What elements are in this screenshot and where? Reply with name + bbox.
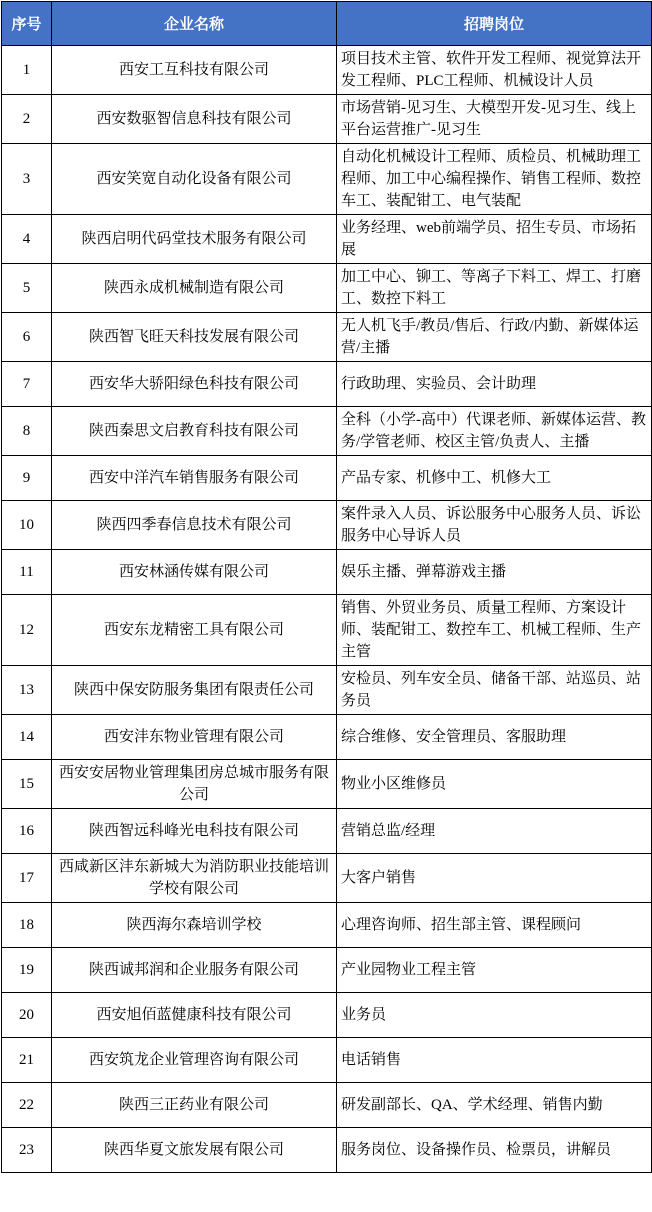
positions-cell: 加工中心、铆工、等离子下料工、焊工、打磨工、数控下料工 (337, 264, 652, 313)
company-cell: 陕西永成机械制造有限公司 (52, 264, 337, 313)
row-number-cell: 23 (2, 1128, 52, 1173)
table-row (2, 1083, 652, 1128)
row-number-cell: 19 (2, 948, 52, 993)
row-number-cell: 15 (2, 760, 52, 809)
table-row (2, 595, 652, 666)
positions-cell: 服务岗位、设备操作员、检票员，讲解员 (337, 1128, 652, 1173)
positions-cell: 销售、外贸业务员、质量工程师、方案设计师、装配钳工、数控车工、机械工程师、生产主管 (337, 595, 652, 666)
positions-cell: 大客户销售 (337, 854, 652, 903)
positions-cell: 自动化机械设计工程师、质检员、机械助理工程师、加工中心编程操作、销售工程师、数控车工、装配钳工、电气装配 (337, 144, 652, 215)
table-row (2, 948, 652, 993)
row-number-cell: 9 (2, 456, 52, 501)
table-header (2, 2, 652, 46)
positions-cell: 案件录入人员、诉讼服务中心服务人员、诉讼服务中心导诉人员 (337, 501, 652, 550)
company-cell: 西咸新区沣东新城大为消防职业技能培训学校有限公司 (52, 854, 337, 903)
company-cell: 陕西秦思文启教育科技有限公司 (52, 407, 337, 456)
row-number-cell: 5 (2, 264, 52, 313)
row-number-cell: 17 (2, 854, 52, 903)
company-cell: 陕西四季春信息技术有限公司 (52, 501, 337, 550)
row-number-cell: 7 (2, 362, 52, 407)
table-row (2, 715, 652, 760)
table-row (2, 264, 652, 313)
table-row (2, 903, 652, 948)
table-row (2, 501, 652, 550)
table-row (2, 809, 652, 854)
positions-cell: 无人机飞手/教员/售后、行政/内勤、新媒体运营/主播 (337, 313, 652, 362)
row-number-cell: 2 (2, 95, 52, 144)
header-row (2, 2, 652, 46)
company-cell: 西安安居物业管理集团房总城市服务有限公司 (52, 760, 337, 809)
table-row (2, 854, 652, 903)
company-cell: 西安林涵传媒有限公司 (52, 550, 337, 595)
table-row (2, 456, 652, 501)
company-cell: 陕西中保安防服务集团有限责任公司 (52, 666, 337, 715)
row-number-cell: 6 (2, 313, 52, 362)
header-cell-company: 企业名称 (52, 2, 337, 46)
row-number-cell: 12 (2, 595, 52, 666)
positions-cell: 业务员 (337, 993, 652, 1038)
table-row (2, 215, 652, 264)
row-number-cell: 11 (2, 550, 52, 595)
row-number-cell: 3 (2, 144, 52, 215)
company-cell: 西安中洋汽车销售服务有限公司 (52, 456, 337, 501)
row-number-cell: 4 (2, 215, 52, 264)
row-number-cell: 22 (2, 1083, 52, 1128)
positions-cell: 市场营销-见习生、大模型开发-见习生、线上平台运营推广-见习生 (337, 95, 652, 144)
table-row (2, 313, 652, 362)
row-number-cell: 13 (2, 666, 52, 715)
company-cell: 西安数驱智信息科技有限公司 (52, 95, 337, 144)
row-number-cell: 1 (2, 46, 52, 95)
company-cell: 陕西海尔森培训学校 (52, 903, 337, 948)
company-cell: 西安东龙精密工具有限公司 (52, 595, 337, 666)
positions-cell: 业务经理、web前端学员、招生专员、市场拓展 (337, 215, 652, 264)
positions-cell: 物业小区维修员 (337, 760, 652, 809)
positions-cell: 全科（小学-高中）代课老师、新媒体运营、教务/学管老师、校区主管/负责人、主播 (337, 407, 652, 456)
positions-cell: 产品专家、机修中工、机修大工 (337, 456, 652, 501)
company-cell: 陕西华夏文旅发展有限公司 (52, 1128, 337, 1173)
row-number-cell: 14 (2, 715, 52, 760)
positions-cell: 研发副部长、QA、学术经理、销售内勤 (337, 1083, 652, 1128)
positions-cell: 产业园物业工程主管 (337, 948, 652, 993)
table-row (2, 407, 652, 456)
positions-cell: 娱乐主播、弹幕游戏主播 (337, 550, 652, 595)
table-body (2, 46, 652, 1173)
header-cell-index: 序号 (2, 2, 52, 46)
row-number-cell: 10 (2, 501, 52, 550)
header-cell-positions: 招聘岗位 (337, 2, 652, 46)
table-row (2, 1038, 652, 1083)
positions-cell: 综合维修、安全管理员、客服助理 (337, 715, 652, 760)
row-number-cell: 16 (2, 809, 52, 854)
table-row (2, 666, 652, 715)
company-cell: 陕西三正药业有限公司 (52, 1083, 337, 1128)
row-number-cell: 18 (2, 903, 52, 948)
positions-cell: 项目技术主管、软件开发工程师、视觉算法开发工程师、PLC工程师、机械设计人员 (337, 46, 652, 95)
row-number-cell: 8 (2, 407, 52, 456)
table-row (2, 1128, 652, 1173)
company-cell: 西安筑龙企业管理咨询有限公司 (52, 1038, 337, 1083)
positions-cell: 电话销售 (337, 1038, 652, 1083)
table-row (2, 550, 652, 595)
company-cell: 西安旭佰蓝健康科技有限公司 (52, 993, 337, 1038)
positions-cell: 心理咨询师、招生部主管、课程顾问 (337, 903, 652, 948)
positions-cell: 营销总监/经理 (337, 809, 652, 854)
table-row (2, 993, 652, 1038)
table-row (2, 362, 652, 407)
table-row (2, 760, 652, 809)
company-cell: 西安工互科技有限公司 (52, 46, 337, 95)
row-number-cell: 20 (2, 993, 52, 1038)
company-cell: 西安笑宽自动化设备有限公司 (52, 144, 337, 215)
row-number-cell: 21 (2, 1038, 52, 1083)
positions-cell: 安检员、列车安全员、储备干部、站巡员、站务员 (337, 666, 652, 715)
table-row (2, 144, 652, 215)
company-cell: 西安华大骄阳绿色科技有限公司 (52, 362, 337, 407)
positions-cell: 行政助理、实验员、会计助理 (337, 362, 652, 407)
company-cell: 陕西诚邦润和企业服务有限公司 (52, 948, 337, 993)
company-cell: 陕西启明代码堂技术服务有限公司 (52, 215, 337, 264)
recruitment-table (1, 1, 652, 1173)
company-cell: 陕西智远科峰光电科技有限公司 (52, 809, 337, 854)
table-row (2, 95, 652, 144)
company-cell: 西安沣东物业管理有限公司 (52, 715, 337, 760)
table-row (2, 46, 652, 95)
company-cell: 陕西智飞旺天科技发展有限公司 (52, 313, 337, 362)
